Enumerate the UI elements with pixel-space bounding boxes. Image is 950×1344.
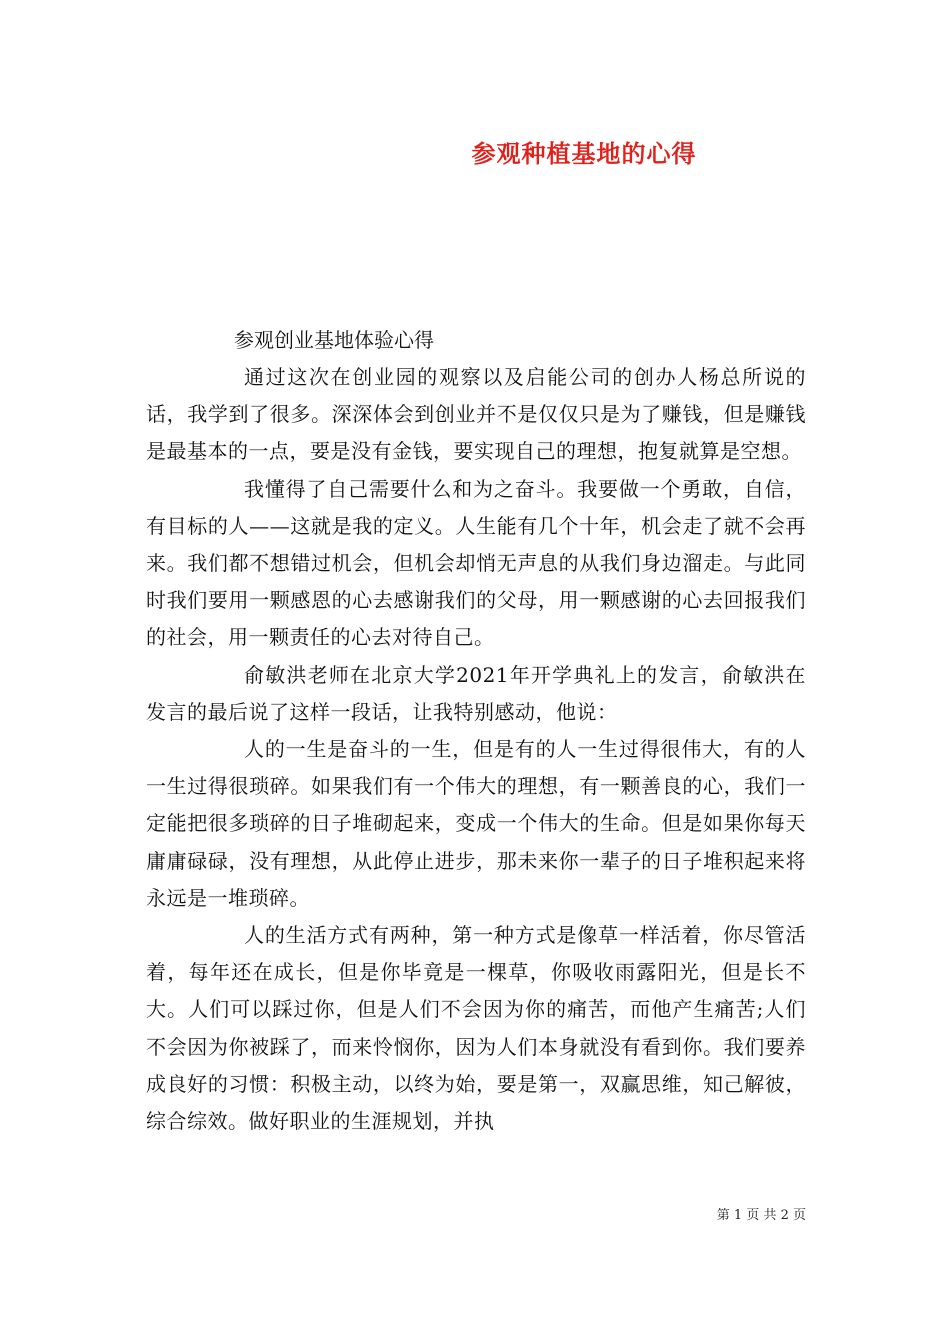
paragraph: 俞敏洪老师在北京大学2021年开学典礼上的发言，俞敏洪在发言的最后说了这样一段话，让我特别感动，他说： [146,662,806,724]
document-body [146,322,806,1140]
document-subtitle: 参观创业基地体验心得 [234,328,434,352]
paragraph: 通过这次在创业园的观察以及启能公司的创办人杨总所说的话，我学到了很多。深深体会到创业并不是仅仅只是为了赚钱，但是赚钱是最基本的一点，要是没有金钱，要实现自己的理想，抱复就算是空想。 [146,365,806,464]
paragraph: 我懂得了自己需要什么和为之奋斗。我要做一个勇敢，自信，有目标的人——这就是我的定义。人生能有几个十年，机会走了就不会再来。我们都不想错过机会，但机会却悄无声息的从我们身边溜走。与此同时我们要用一颗感恩的心去感谢我们的父母，用一颗感谢的心去回报我们的社会，用一颗责任的心去对待自己。 [146,476,806,650]
paragraph: 人的生活方式有两种，第一种方式是像草一样活着，你尽管活着，每年还在成长，但是你毕竟是一棵草，你吸收雨露阳光，但是长不大。人们可以踩过你，但是人们不会因为你的痛苦，而他产生痛苦;人们不会因为你被踩了，而来怜悯你，因为人们本身就没有看到你。我们要养成良好的习惯：积极主动，以终为始，要是第一，双赢思维，知己解彼，综合综效。做好职业的生涯规划，并执 [146,923,806,1134]
document-title: 参观种植基地的心得 [471,139,697,168]
paragraph: 人的一生是奋斗的一生，但是有的人一生过得很伟大，有的人一生过得很琐碎。如果我们有一个伟大的理想，有一颗善良的心，我们一定能把很多琐碎的日子堆砌起来，变成一个伟大的生命。但是如果你每天庸庸碌碌，没有理想，从此停止进步，那未来你一辈子的日子堆积起来将永远是一堆琐碎。 [146,737,806,910]
page-footer: 第 1 页 共 2 页 [716,1208,806,1223]
